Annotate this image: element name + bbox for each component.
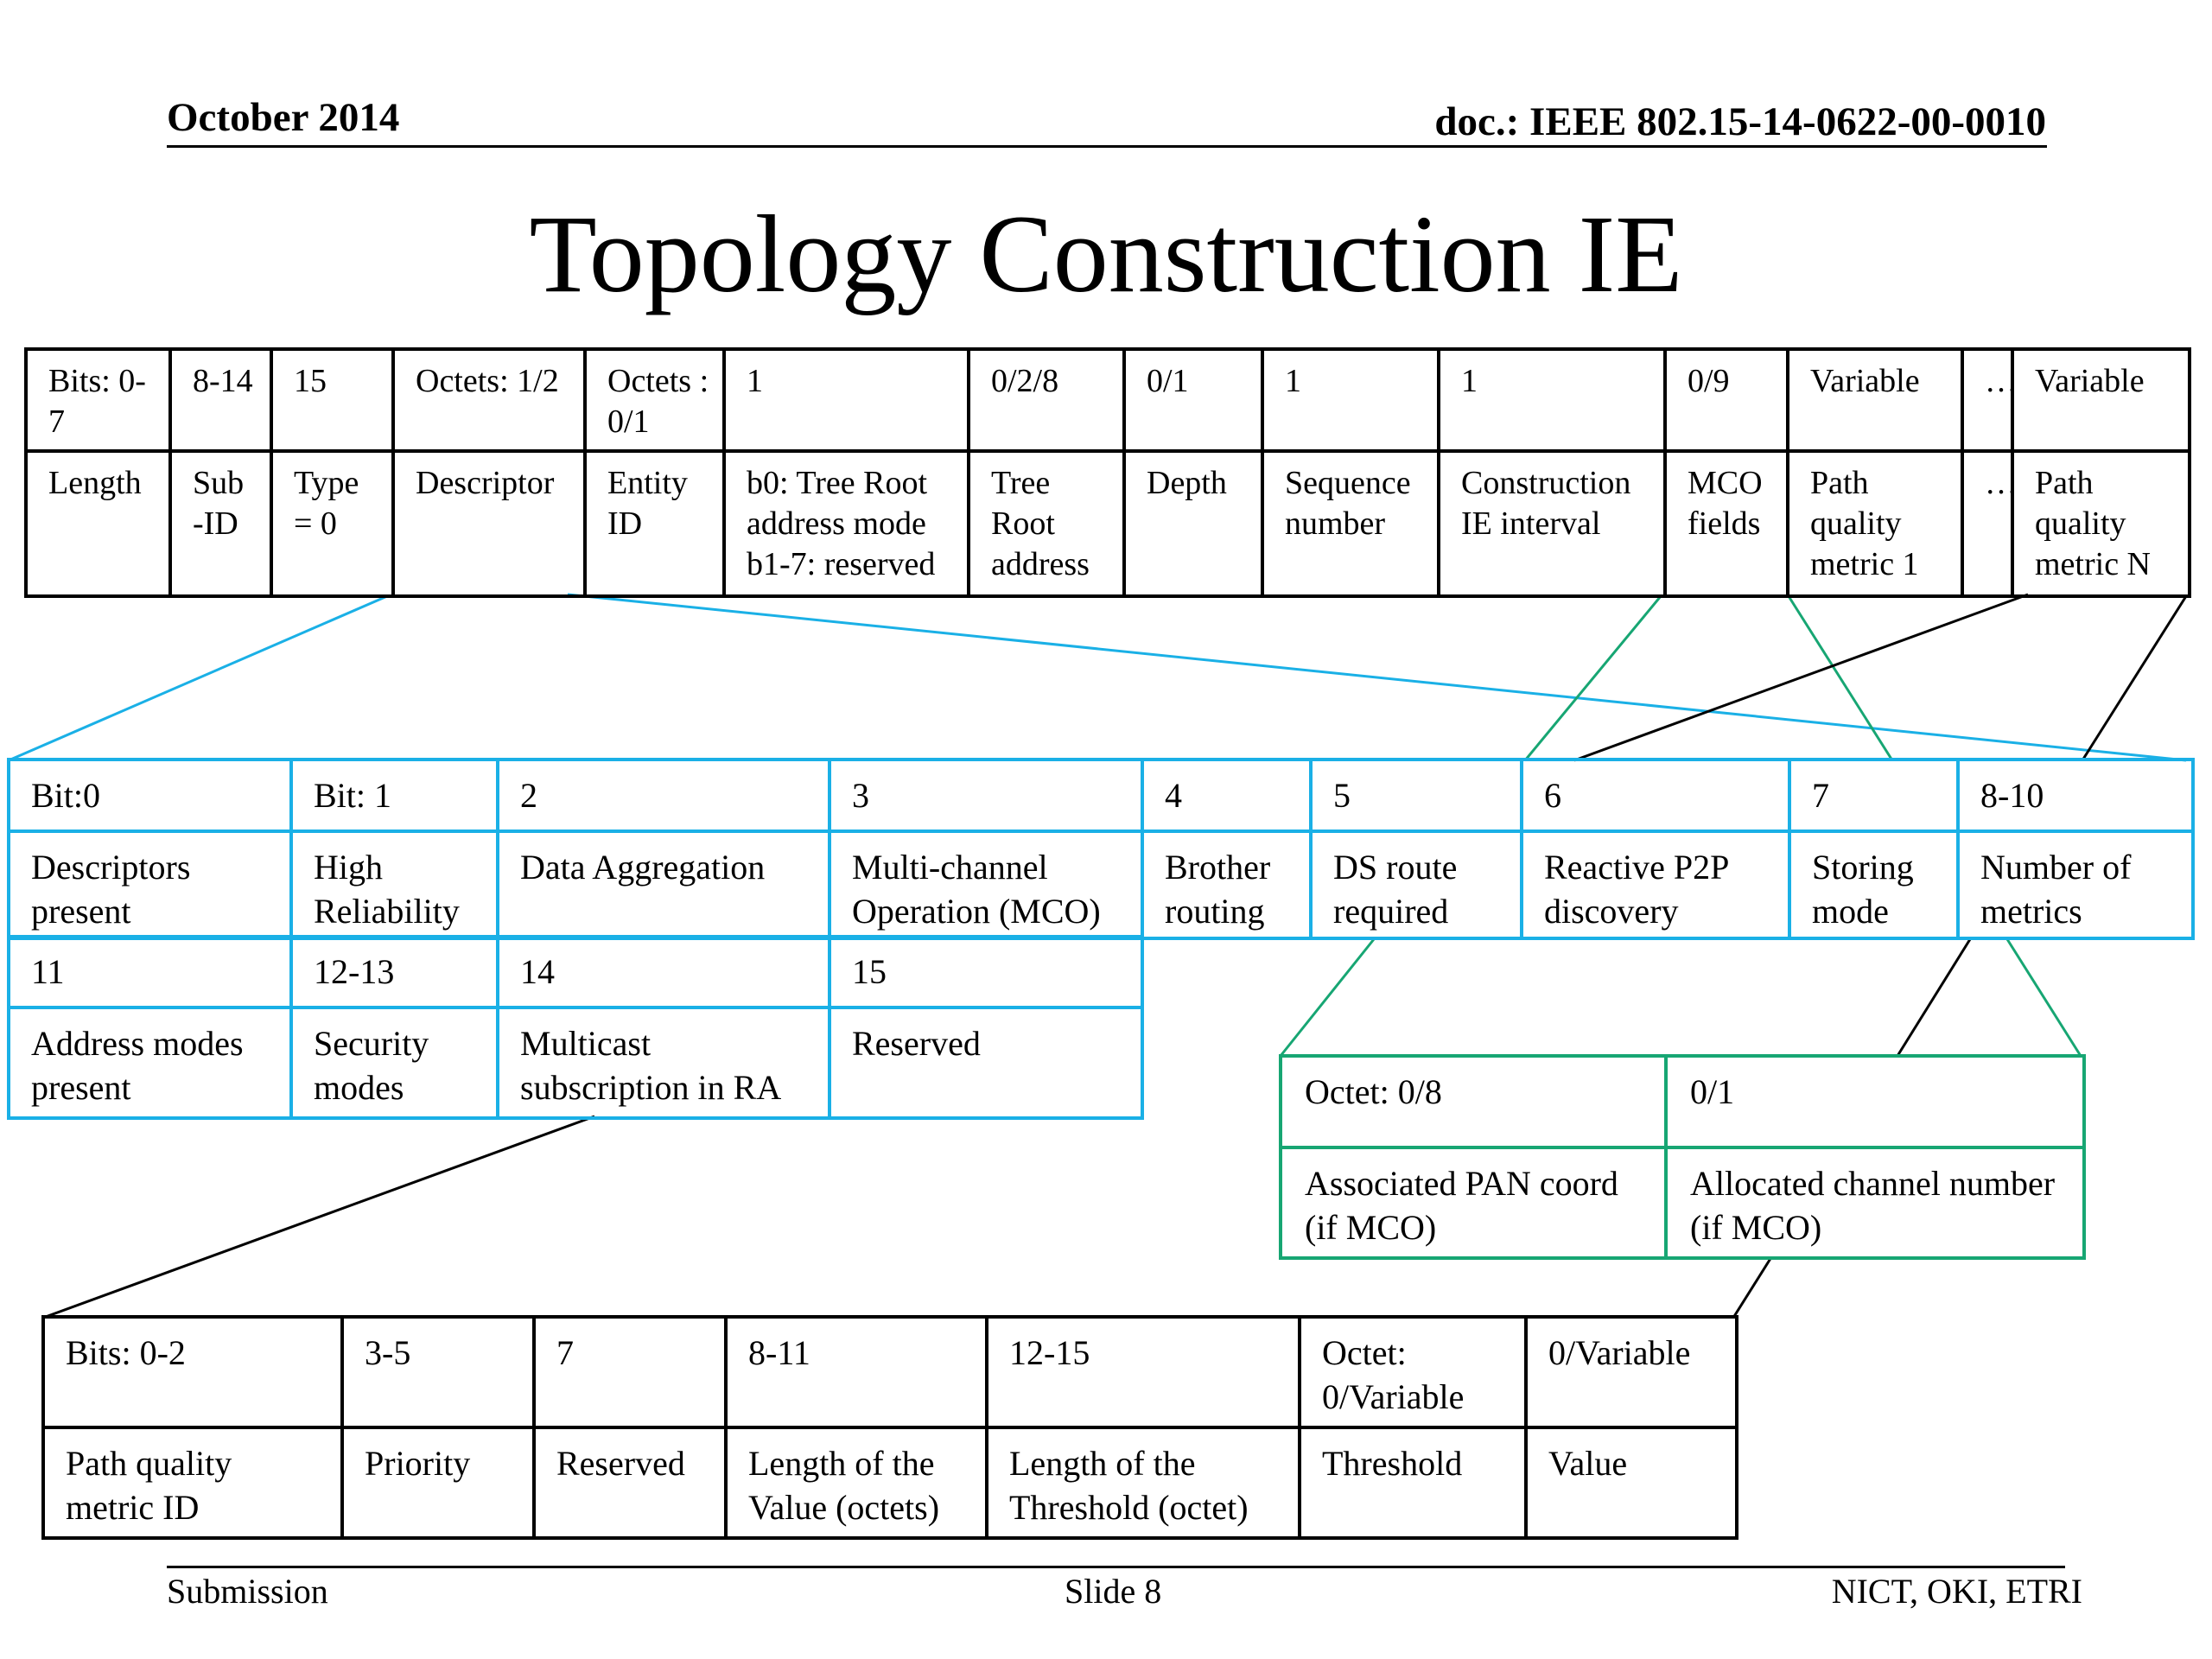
descriptor-field-ds-route: DS route required	[1311, 831, 1522, 938]
descriptor-bit-2: 2	[498, 760, 830, 831]
ie-field-ellipsis: …	[1962, 451, 2012, 596]
mco-size-channel: 0/1	[1666, 1056, 2084, 1147]
metric-size-value: 0/Variable	[1526, 1317, 1737, 1427]
mco-link-lower-right	[2007, 939, 2081, 1056]
descriptor-field-reactive-p2p: Reactive P2P discovery	[1522, 831, 1789, 938]
mco-link-lower-left	[1281, 939, 1374, 1056]
ie-size-tree-root-address: 0/2/8	[969, 349, 1124, 451]
descriptor-bit-4: 4	[1142, 760, 1311, 831]
descriptor-bit-0: Bit:0	[9, 760, 291, 831]
ie-size-entity-id: Octets : 0/1	[585, 349, 724, 451]
ie-size-length: Bits: 0-7	[26, 349, 170, 451]
ie-size-path-metric-n: Variable	[2012, 349, 2190, 451]
metric-size-value-length: 8-11	[726, 1317, 987, 1427]
metric-link-upper-right	[2082, 596, 2186, 760]
metric-size-threshold-length: 12-15	[987, 1317, 1300, 1427]
descriptor-table	[7, 758, 2195, 940]
ie-field-length: Length	[26, 451, 170, 596]
descriptor-field-high-reliability: High Reliability	[291, 831, 498, 938]
descriptor-field-number-of-metrics: Number of metrics	[1958, 831, 2193, 938]
mco-fields-table	[1279, 1054, 2086, 1260]
metric-size-priority: 3-5	[342, 1317, 534, 1427]
descriptor-field-descriptors-present: Descriptors present	[9, 831, 291, 938]
descriptor-bit-5: 5	[1311, 760, 1522, 831]
footer-submission: Submission	[167, 1572, 328, 1611]
ie-field-type: Type = 0	[271, 451, 393, 596]
metric-size-threshold: Octet: 0/Variable	[1300, 1317, 1526, 1427]
ie-size-depth: 0/1	[1124, 349, 1262, 451]
ie-field-path-metric-1: Path quality metric 1	[1788, 451, 1962, 596]
path-quality-metric-table	[41, 1315, 1738, 1540]
ie-field-depth: Depth	[1124, 451, 1262, 596]
descriptor-field-brother-routing: Brother routing	[1142, 831, 1311, 938]
metric-field-value-length: Length of the Value (octets)	[726, 1427, 987, 1538]
header-date: October 2014	[167, 95, 400, 140]
mco-field-pan-coord: Associated PAN coord (if MCO)	[1281, 1147, 1666, 1258]
header-doc-id: doc.: IEEE 802.15-14-0622-00-0010	[1434, 99, 2046, 144]
mco-size-pan-coord: Octet: 0/8	[1281, 1056, 1666, 1147]
descriptor-field-multicast: Multicast subscription in RA	[498, 1007, 830, 1118]
ie-field-path-metric-n: Path quality metric N	[2012, 451, 2190, 596]
descriptor-link-left	[9, 596, 387, 760]
descriptor-table-continued	[7, 935, 1144, 1120]
metric-size-reserved: 7	[534, 1317, 726, 1427]
ie-field-descriptor: Descriptor	[393, 451, 585, 596]
ie-field-construction-interval: Construction IE interval	[1439, 451, 1665, 596]
ie-size-descriptor: Octets: 1/2	[393, 349, 585, 451]
ie-size-mco-fields: 0/9	[1665, 349, 1788, 451]
metric-field-value: Value	[1526, 1427, 1737, 1538]
footer-authors: NICT, OKI, ETRI	[1831, 1572, 2082, 1611]
ie-format-table	[24, 347, 2191, 598]
descriptor-bit-1: Bit: 1	[291, 760, 498, 831]
ie-size-tree-root-mode: 1	[724, 349, 969, 451]
descriptor-bit-12-13: 12-13	[291, 937, 498, 1007]
page-title: Topology Construction IE	[529, 193, 1683, 315]
ie-field-entity-id: Entity ID	[585, 451, 724, 596]
metric-field-reserved: Reserved	[534, 1427, 726, 1538]
descriptor-bit-8-10: 8-10	[1958, 760, 2193, 831]
descriptor-field-security-modes: Security modes	[291, 1007, 498, 1118]
ie-size-ellipsis: …	[1962, 349, 2012, 451]
metric-field-priority: Priority	[342, 1427, 534, 1538]
mco-link-upper-right	[1789, 596, 1892, 760]
ie-size-path-metric-1: Variable	[1788, 349, 1962, 451]
descriptor-link-right	[568, 594, 2186, 760]
metric-field-threshold: Threshold	[1300, 1427, 1526, 1538]
descriptor-field-mco: Multi-channel Operation (MCO)	[830, 831, 1142, 938]
ie-size-sequence-number: 1	[1262, 349, 1439, 451]
ie-size-construction-interval: 1	[1439, 349, 1665, 451]
descriptor-field-data-aggregation: Data Aggregation	[498, 831, 830, 938]
footer-rule	[167, 1566, 2065, 1568]
descriptor-bit-11: 11	[9, 937, 291, 1007]
metric-link-lower-right	[1733, 1257, 1771, 1318]
metric-link-middle	[1897, 939, 1970, 1056]
descriptor-field-storing-mode: Storing mode	[1789, 831, 1958, 938]
descriptor-bit-15: 15	[830, 937, 1142, 1007]
descriptor-bit-3: 3	[830, 760, 1142, 831]
metric-field-threshold-length: Length of the Threshold (octet)	[987, 1427, 1300, 1538]
ie-field-tree-root-address: Tree Root address	[969, 451, 1124, 596]
ie-field-mco-fields: MCO fields	[1665, 451, 1788, 596]
metric-link-lower-left	[43, 1116, 594, 1318]
descriptor-bit-6: 6	[1522, 760, 1789, 831]
metric-field-id: Path quality metric ID	[43, 1427, 342, 1538]
ie-field-sequence-number: Sequence number	[1262, 451, 1439, 596]
ie-size-type: 15	[271, 349, 393, 451]
metric-size-id: Bits: 0-2	[43, 1317, 342, 1427]
ie-field-sub-id: Sub -ID	[170, 451, 271, 596]
descriptor-bit-14: 14	[498, 937, 830, 1007]
descriptor-field-reserved: Reserved	[830, 1007, 1142, 1118]
ie-field-tree-root-mode: b0: Tree Root address mode b1-7: reserved	[724, 451, 969, 596]
ie-size-sub-id: 8-14	[170, 349, 271, 451]
mco-field-channel: Allocated channel number (if MCO)	[1666, 1147, 2084, 1258]
descriptor-bit-7: 7	[1789, 760, 1958, 831]
footer-slide-number: Slide 8	[1065, 1572, 1162, 1611]
descriptor-field-address-modes: Address modes present	[9, 1007, 291, 1118]
